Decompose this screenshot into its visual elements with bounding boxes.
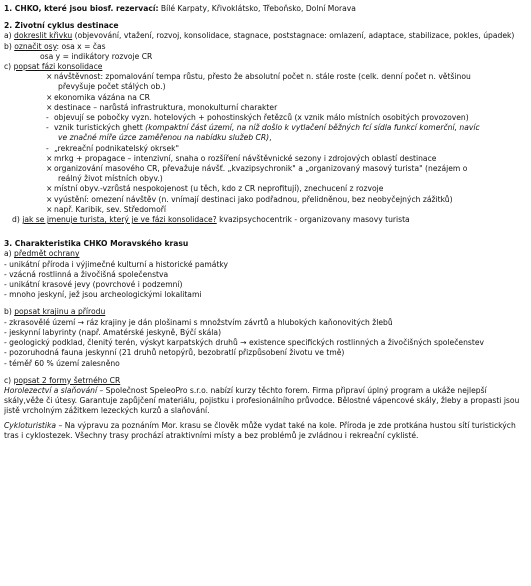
section-2-title: 2. Životní cyklus destinace: [4, 21, 119, 31]
list-item: - geologický podklad, členitý terén, výskyt karpatských druhů → existence specifických rostlinných a živočišných společenstev: [4, 338, 484, 348]
list-item: - téměř 60 % území zalesněno: [4, 358, 120, 368]
section-3-title: 3. Charakteristika CHKO Moravského krasu: [4, 239, 189, 249]
section-2-d-label: jak se jmenuje turista, který je ve fázi konsolidace?: [22, 215, 217, 225]
list-item: - jeskynní labyrinty (např. Amatérské jeskyně, Býčí skála): [4, 327, 222, 337]
list-item: × např. Karibik, sev. Středomoří: [46, 204, 166, 214]
section-2-c: c) popsat fázi konsolidace: [4, 62, 103, 72]
section-2-a-label: dokreslit křivku: [14, 31, 73, 41]
list-item: - objevují se pobočky vyzn. hotelových + pohostinských řetězců (x vznik málo místních osobitých provozoven): [46, 113, 469, 123]
list-item: × organizování masového CR, převažuje návšť. „kvazipsychronik" a „organizovaný masový turista" (nezájem o: [46, 164, 468, 174]
section-2-b: b) označit osy: osa x = čas: [4, 41, 106, 51]
list-item: × mrkg + propagace – intenzivní, snaha o rozšíření návštěvnické sezony i zdrojových oblastí destinace: [46, 153, 437, 163]
list-item-cont: reálný život místních obyv.): [58, 174, 163, 184]
section-2-a-text: (objevování, vtažení, rozvoj, konsolidace, stagnace, poststagnace: omlazení, adaptace, stabilizace, pokles, úpadek): [72, 31, 515, 41]
section-1-text: Bílé Karpaty, Křivoklátsko, Třeboňsko, Dolní Morava: [158, 4, 356, 13]
section-2-a: a) dokreslit křivku (objevování, vtažení, rozvoj, konsolidace, stagnace, poststagnace: omlazení, adaptace, stabilizace, pokles, úpadek): [4, 31, 515, 41]
paragraph: Cykloturistika – Na výpravu za poznáním Mor. krasu se člověk může vydat také na kole. Příroda je zde protkána hustou sítí turistických tras i cyklostezek. Všechny trasy prochází atraktivními místy a bez problémů je zvládnou i rekreační cyklisté.: [4, 420, 516, 440]
list-item-cont: ve značné míře úzce zaměřenou na nabídku služeb CR),: [58, 133, 272, 143]
section-1-title: 1. CHKO, které jsou biosf. rezervací:: [4, 4, 159, 13]
list-item: × ekonomika vázána na CR: [46, 92, 150, 102]
list-item: - zkrasovělé území → ráz krajiny je dán plošinami s množstvím závrtů a hlubokých kaňonovitých žlebů: [4, 317, 393, 327]
document: [4, 4, 528, 441]
section-3-c: c) popsat 2 formy šetrného CR: [4, 375, 121, 385]
list-item: × vyústění: omezení návštěv (n. vnímají destinaci jako podřadnou, přelidněnou, bez neobyčejných zážitků): [46, 194, 453, 204]
list-item: × destinace – narůstá infrastruktura, monokulturní charakter: [46, 102, 278, 112]
section-2-b-label: označit osy: [14, 41, 57, 51]
section-1: [4, 4, 528, 14]
section-2-d: d) jak se jmenuje turista, který je ve fázi konsolidace? kvazipsychocentrik - organizovany masovy turista: [12, 215, 410, 225]
list-item: - unikátní krasové jevy (povrchové i podzemní): [4, 280, 183, 290]
section-3-c-label: popsat 2 formy šetrného CR: [13, 375, 121, 385]
list-item: - „rekreační podnikatelský okrsek": [46, 143, 180, 153]
section-3-a-label: předmět ochrany: [14, 249, 80, 259]
list-item: - mnoho jeskyní, jež jsou archeologickými lokalitami: [4, 290, 202, 300]
section-2-c-label: popsat fázi konsolidace: [13, 62, 103, 72]
section-3-a: a) předmět ochrany: [4, 249, 80, 259]
list-item: - vznik turistických ghett (kompaktní část území, na níž došlo k vytlačení běžných fcí sídla funkcí komerční, navíc: [46, 123, 480, 133]
list-item: × místní obyv.-vzrůstá nespokojenost (u těch, kdo z CR neprofitují), znechucení z rozvoje: [46, 184, 384, 194]
list-item: - pozoruhodná fauna jeskynní (21 druhů netopýrů, bezobratlí přizpůsobení životu ve tmě): [4, 348, 345, 358]
section-2-b-text: : osa x = čas: [56, 41, 106, 51]
section-2-d-text: kvazipsychocentrik - organizovany masovy turista: [216, 215, 410, 225]
list-item: - vzácná rostlinná a živočišná společenstva: [4, 269, 169, 279]
section-2-b-text2: osa y = indikátory rozvoje CR: [40, 51, 153, 61]
list-item: - unikátní příroda i výjimečné kulturní a historické památky: [4, 259, 229, 269]
paragraph: Horolezectví a slaňování – Společnost SpeleoPro s.r.o. nabízí kurzy těchto forem. Firma připraví úplný program a ukáže nejlepší skály,věže či útesy. Garantuje zapůjčení materiálu, pojistku i profesionálního průvodce. Bělostné vápencové skály, žleby a propasti jsou jistě vrcholným zážitkem lezeckých kurzů a slaňování.: [4, 385, 520, 416]
list-item-cont: převyšuje počet stálých ob.): [58, 82, 166, 92]
section-3-b: b) popsat krajinu a přírodu: [4, 307, 106, 317]
section-3-b-label: popsat krajinu a přírodu: [14, 307, 106, 317]
list-item: × návštěvnost: zpomalování tempa růstu, přesto že absolutní počet n. stále roste (celk. denní počet n. většinou: [46, 72, 471, 82]
